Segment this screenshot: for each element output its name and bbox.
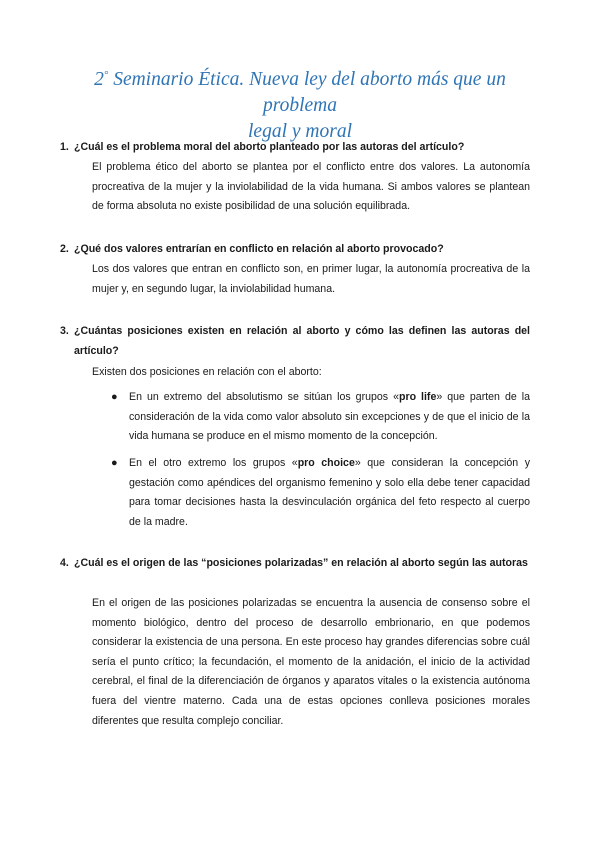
- question-3: [60, 322, 530, 361]
- question-2: [60, 240, 530, 260]
- question-2-text: ¿Qué dos valores entrarían en conflicto en relación al aborto provocado?: [74, 243, 444, 255]
- question-3-number: 3.: [60, 325, 69, 337]
- bullet-pro-life-before: En un extremo del absolutismo se sitúan los grupos «: [129, 391, 399, 403]
- bullet-pro-choice-after: » que consideran la concepción y gestación como apéndices del organismo femenino y solo ella debe tener capacidad para tomar decisiones hasta la desvinculación orgánica del feto respecto al cuerpo de la madre.: [129, 457, 530, 528]
- answer-2: Los dos valores que entran en conflicto son, en primer lugar, la autonomía procreativa de la mujer y, en segundo lugar, la inviolabilidad humana.: [92, 263, 530, 295]
- bullet-dot: ●: [111, 457, 118, 469]
- bullet-pro-choice-before: En el otro extremo los grupos «: [129, 457, 298, 469]
- question-1: [60, 138, 530, 158]
- bullet-pro-life: [111, 388, 530, 447]
- question-4-number: 4.: [60, 557, 69, 569]
- bullet-pro-choice: [111, 454, 530, 532]
- answer-1: El problema ético del aborto se plantea por el conflicto entre dos valores. La autonomía procreativa de la mujer y la inviolabilidad de la vida humana. Si ambos valores se plantean de forma absoluta no existe posibilidad de una solución equilibrada.: [92, 161, 530, 213]
- bullet-pro-life-bold: pro life: [398, 391, 437, 403]
- title-line-2: legal y moral: [248, 121, 352, 142]
- question-1-number: 1.: [60, 141, 69, 153]
- question-4: [60, 554, 530, 574]
- bullet-pro-life-after: » que parten de la consideración de la vida como valor absoluto sin excepciones y de que el inicio de la vida humana se produce en el mismo momento de la concepción.: [129, 391, 530, 443]
- question-3-text: ¿Cuántas posiciones existen en relación al aborto y cómo las definen las autoras del artículo?: [74, 325, 530, 357]
- title-number: 2: [94, 69, 104, 90]
- document-title: [60, 62, 540, 145]
- question-2-number: 2.: [60, 243, 69, 255]
- question-4-text: ¿Cuál es el origen de las “posiciones polarizadas” en relación al aborto según las autoras: [74, 557, 528, 569]
- bullet-pro-choice-bold: pro choice: [297, 457, 355, 469]
- answer-4: En el origen de las posiciones polarizadas se encuentra la ausencia de consenso sobre el momento biológico, dentro del proceso de desarrollo embrionario, en que podemos considerar la existencia de una persona. En este proceso hay grandes diferencias sobre cuál sería el punto crítico; la fecundación, el momento de la anidación, el inicio de la actividad cerebral, el final de la diferenciación de órganos y aparatos vitales o la existencia autónoma fuera del vientre materno. Cada una de estas opciones conlleva posiciones morales diferentes que resulta complejo conciliar.: [92, 597, 530, 727]
- question-1-text: ¿Cuál es el problema moral del aborto planteado por las autoras del artículo?: [74, 141, 465, 153]
- bullet-dot: ●: [111, 391, 118, 403]
- answer-3-intro: Existen dos posiciones en relación con el aborto:: [92, 366, 322, 378]
- title-line-1: Seminario Ética. Nueva ley del aborto más que un problema: [108, 69, 506, 116]
- title-degree-sign: °: [103, 69, 109, 81]
